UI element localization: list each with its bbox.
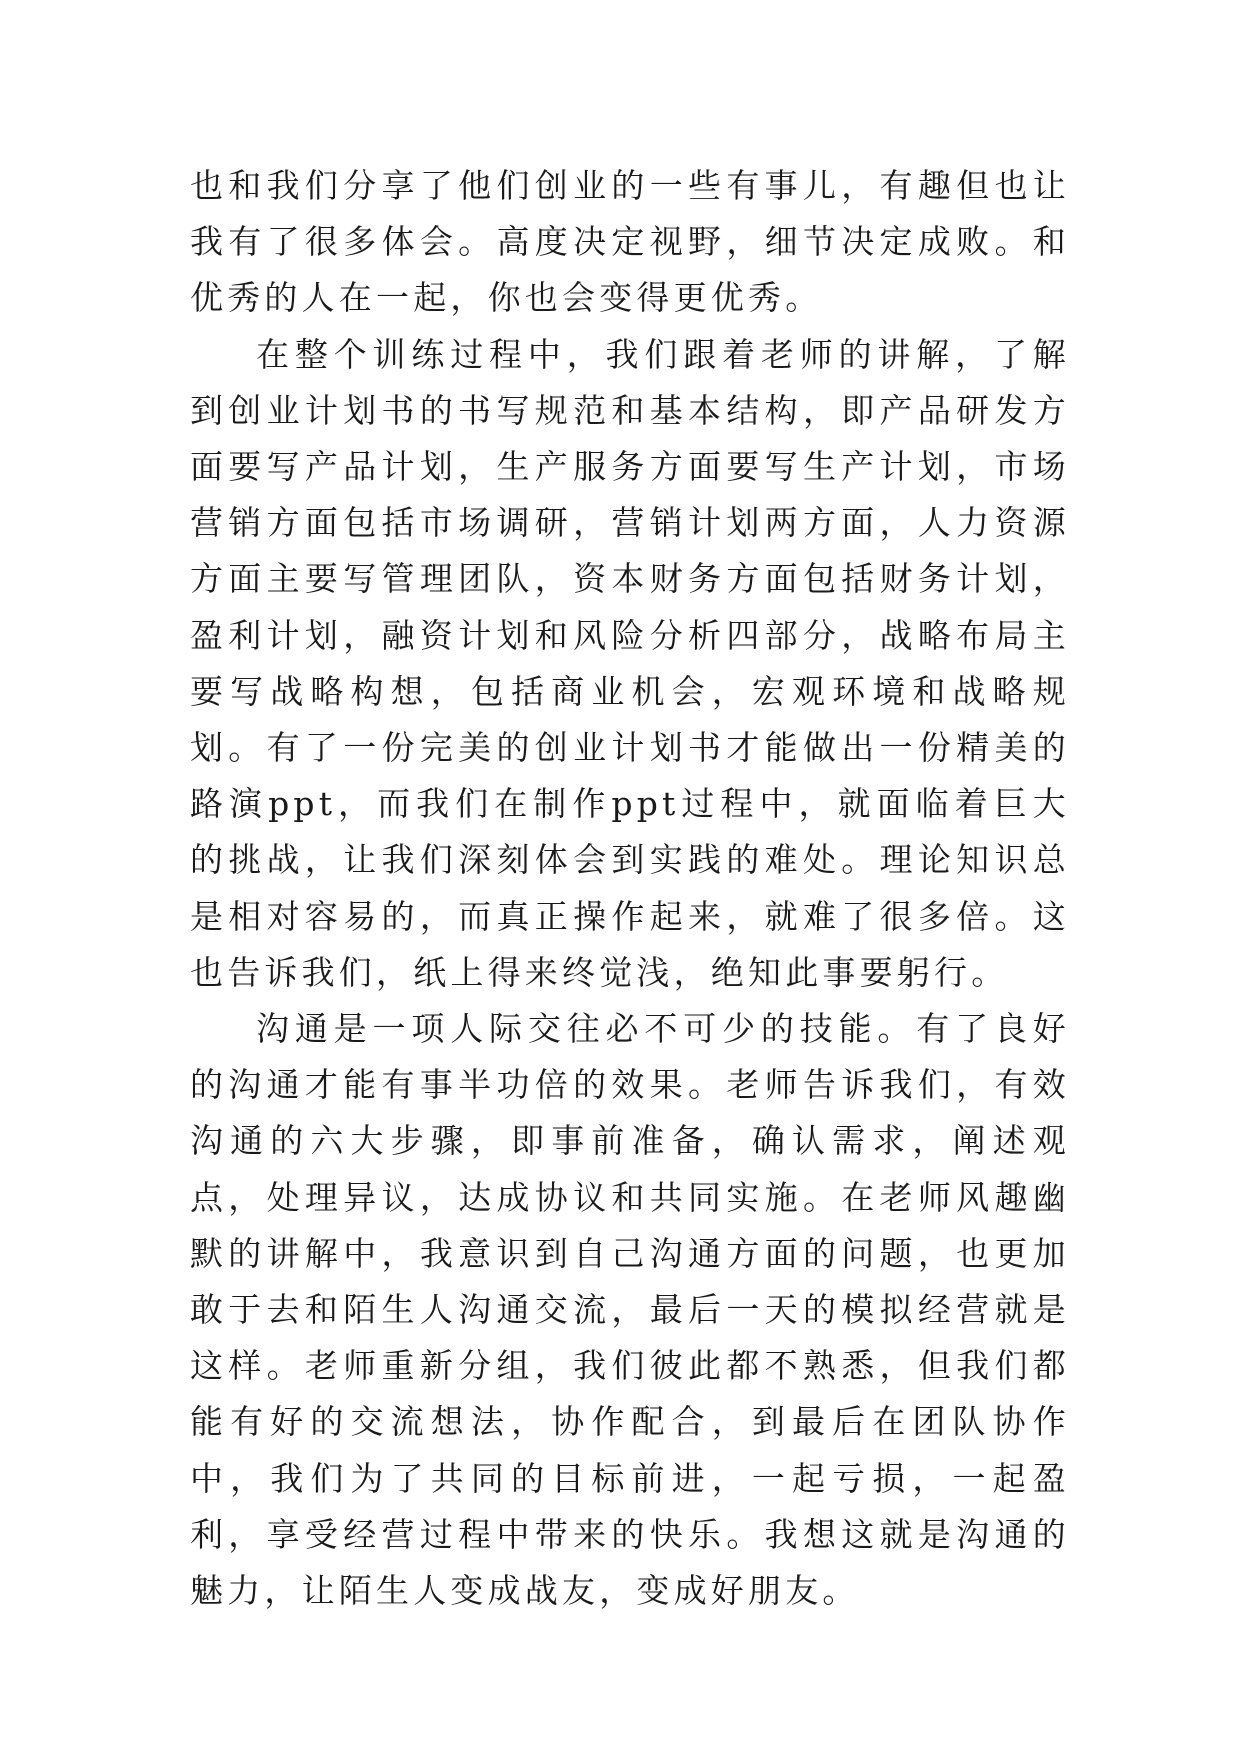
paragraph-1: 也和我们分享了他们创业的一些有事儿，有趣但也让我有了很多体会。高度决定视野，细节决定成败。和优秀的人在一起，你也会变得更优秀。 bbox=[190, 166, 1070, 318]
document-body bbox=[190, 158, 1070, 1619]
paragraph-2: 在整个训练过程中，我们跟着老师的讲解，了解到创业计划书的书写规范和基本结构，即产品研发方面要写产品计划，生产服务方面要写生产计划，市场营销方面包括市场调研，营销计划两方面，人力资源方面主要写管理团队，资本财务方面包括财务计划，盈利计划，融资计划和风险分析四部分，战略布局主要写战略构想，包括商业机会，宏观环境和战略规划。有了一份完美的创业计划书才能做出一份精美的路演ppt，而我们在制作ppt过程中，就面临着巨大的挑战，让我们深刻体会到实践的难处。理论知识总是相对容易的，而真正操作起来，就难了很多倍。这也告诉我们，纸上得来终觉浅，绝知此事要躬行。 bbox=[190, 334, 1070, 992]
paragraph-3: 沟通是一项人际交往必不可少的技能。有了良好的沟通才能有事半功倍的效果。老师告诉我们，有效沟通的六大步骤，即事前准备，确认需求，阐述观点，处理异议，达成协议和共同实施。在老师风趣幽默的讲解中，我意识到自己沟通方面的问题，也更加敢于去和陌生人沟通交流，最后一天的模拟经营就是这样。老师重新分组，我们彼此都不熟悉，但我们都能有好的交流想法，协作配合，到最后在团队协作中，我们为了共同的目标前进，一起亏损，一起盈利，享受经营过程中带来的快乐。我想这就是沟通的魅力，让陌生人变成战友，变成好朋友。 bbox=[190, 1009, 1070, 1611]
